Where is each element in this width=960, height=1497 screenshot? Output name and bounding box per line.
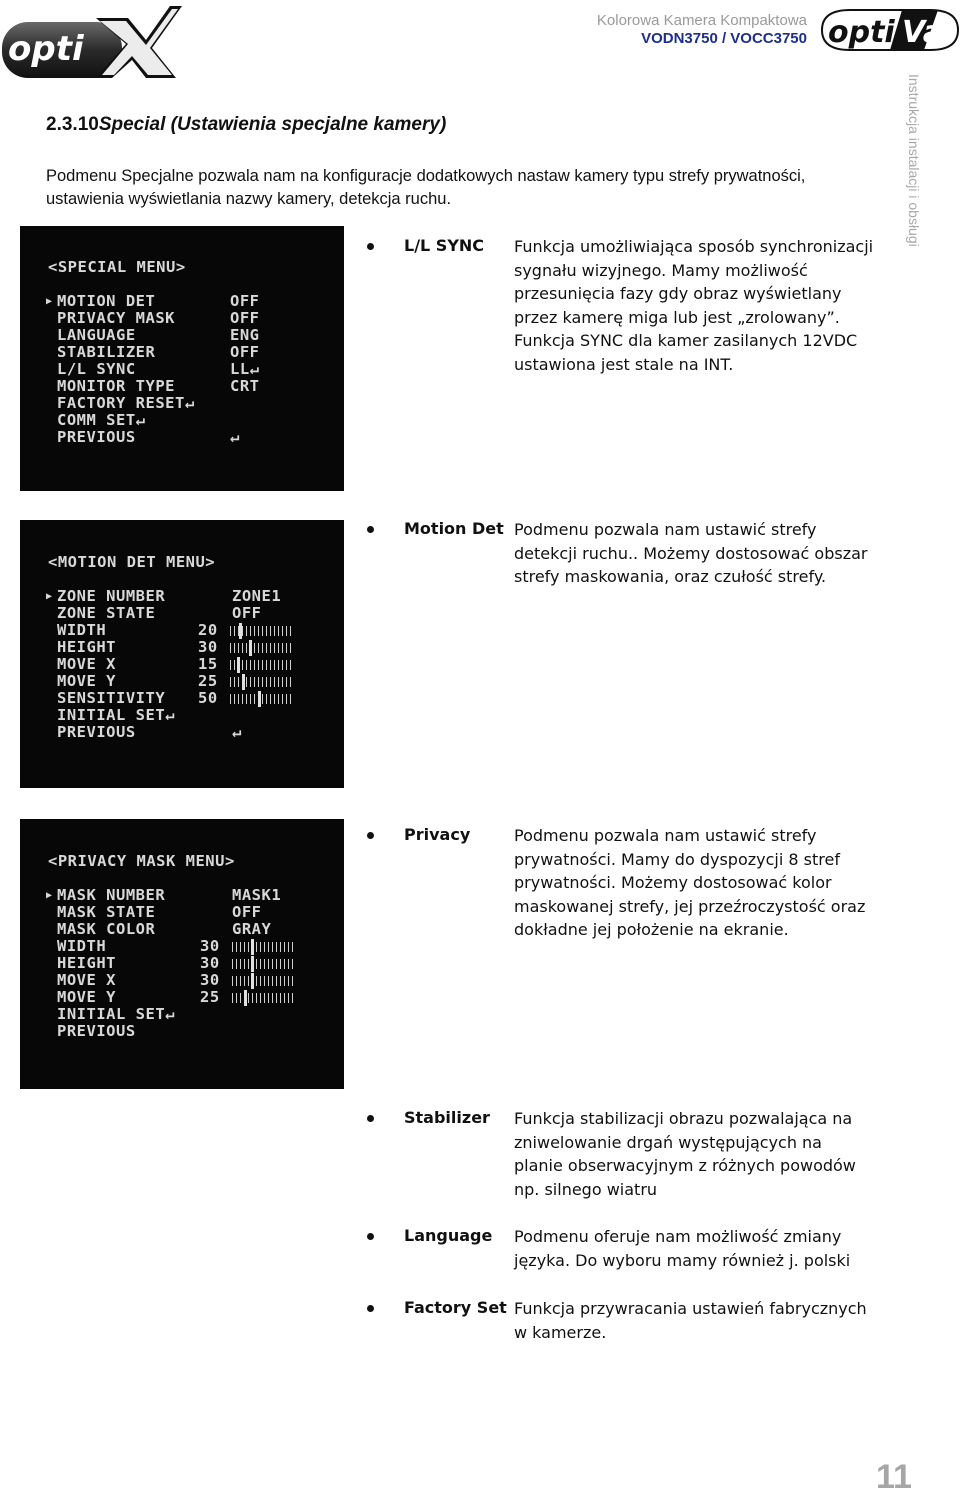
osd-item-label: HEIGHT (57, 954, 116, 972)
osd-item-label: PREVIOUS (57, 723, 136, 741)
osd-slider (232, 942, 294, 952)
osd-cursor-icon: ▶ (46, 890, 53, 901)
osd-item-number: 15 (198, 655, 218, 673)
osd-slider (230, 660, 292, 670)
bullet-description: Podmenu pozwala nam ustawić strefy prywatności. Mamy do dyspozycji 8 stref prywatności. Możemy dostosować kolor maskowanej strefy, jej przeźroczystość oraz dokładne jej położenie na ekranie. (514, 826, 866, 939)
osd-item-label: WIDTH (57, 937, 107, 955)
osd-item-label: PREVIOUS (57, 428, 136, 446)
header-model: VODN3750 / VOCC3750 (641, 30, 807, 47)
osd-item-label: MOVE Y (57, 988, 116, 1006)
osd-slider-knob (242, 674, 245, 690)
osd-item-label: MASK COLOR (57, 920, 156, 938)
osd-slider-knob (251, 956, 254, 972)
osd-item-label: MOTION DET (57, 292, 156, 310)
osd-slider-knob (251, 973, 254, 989)
osd-slider-knob (237, 657, 240, 673)
bullet-dot (367, 1305, 374, 1312)
motion-det-menu-screenshot (20, 520, 344, 788)
osd-item-number: 30 (200, 954, 220, 972)
privacy-mask-menu-screenshot (20, 819, 344, 1089)
osd-item-label: INITIAL SET↵ (57, 1005, 175, 1023)
osd-title: <SPECIAL MENU> (48, 258, 186, 276)
osd-item-label: STABILIZER (57, 343, 156, 361)
osd-item-number: 30 (200, 971, 220, 989)
osd-item-label: SENSITIVITY (57, 689, 166, 707)
osd-item-value: CRT (230, 377, 260, 395)
optix-logo (0, 4, 184, 80)
osd-item-value: OFF (230, 292, 260, 310)
osd-slider (230, 694, 292, 704)
osd-slider-knob (244, 990, 247, 1006)
osd-slider (230, 626, 292, 636)
osd-item-label: LANGUAGE (57, 326, 136, 344)
osd-item-number: 20 (198, 621, 218, 639)
osd-item-number: 25 (198, 672, 218, 690)
osd-slider (232, 959, 294, 969)
osd-item-label: WIDTH (57, 621, 107, 639)
osd-item-value: ↵ (230, 428, 240, 446)
bullet-description: Funkcja stabilizacji obrazu pozwalająca na zniwelowanie drgań występujących na planie obserwacyjnym z różnych powodów np. silnego wiatru (514, 1109, 856, 1199)
osd-title: <PRIVACY MASK MENU> (48, 852, 235, 870)
bullet-description: Podmenu oferuje nam możliwość zmiany języka. Do wyboru mamy również j. polski (514, 1227, 851, 1270)
osd-item-label: MASK STATE (57, 903, 156, 921)
page-number: 11 (876, 1458, 912, 1496)
osd-item-label: PRIVACY MASK (57, 309, 175, 327)
osd-item-value: OFF (230, 309, 260, 327)
special-menu-screenshot (20, 226, 344, 491)
osd-slider-knob (258, 691, 261, 707)
osd-slider (232, 976, 294, 986)
bullet-term: L/L SYNC (404, 236, 485, 255)
osd-item-label: MOVE X (57, 655, 116, 673)
osd-item-number: 25 (200, 988, 220, 1006)
optiva-logo-va: Va (902, 15, 944, 50)
osd-item-label: MONITOR TYPE (57, 377, 175, 395)
optix-logo-text: opti (8, 29, 84, 69)
bullet-dot (367, 1233, 374, 1240)
osd-item-label: MASK NUMBER (57, 886, 166, 904)
osd-item-value: ZONE1 (232, 587, 282, 605)
bullet-description: Funkcja umożliwiająca sposób synchronizacji sygnału wizyjnego. Mamy możliwość przesunięcia fazy gdy obraz wyświetlany przez kamerę miga lub jest „zrolowany”. Funkcja SYNC dla kamer zasilanych 12VDC ustawiona jest stale na INT. (514, 237, 874, 374)
bullet-dot (367, 1115, 374, 1122)
bullet-term: Factory Set (404, 1298, 507, 1317)
osd-slider (230, 643, 292, 653)
osd-cursor-icon: ▶ (46, 296, 53, 307)
header-product-type: Kolorowa Kamera Kompaktowa (596, 12, 807, 29)
osd-cursor-icon: ▶ (46, 591, 53, 602)
osd-item-label: MOVE X (57, 971, 116, 989)
bullet-term: Privacy (404, 825, 471, 844)
bullet-term: Motion Det (404, 519, 504, 538)
section-intro: Podmenu Specjalne pozwala nam na konfiguracje dodatkowych nastaw kamery typu strefy prywatności, ustawienia wyświetlania nazwy kamery, detekcja ruchu. (46, 167, 806, 208)
osd-item-label: COMM SET↵ (57, 411, 146, 429)
osd-item-number: 30 (200, 937, 220, 955)
section-number: 2.3.10 (46, 114, 99, 135)
osd-title: <MOTION DET MENU> (48, 553, 216, 571)
bullet-term: Stabilizer (404, 1108, 490, 1127)
osd-item-value: MASK1 (232, 886, 282, 904)
osd-item-number: 30 (198, 638, 218, 656)
osd-slider-knob (249, 640, 252, 656)
osd-item-value: LL↵ (230, 360, 260, 378)
osd-slider (230, 677, 292, 687)
osd-item-label: INITIAL SET↵ (57, 706, 175, 724)
osd-item-value: GRAY (232, 920, 272, 938)
bullet-dot (367, 832, 374, 839)
osd-item-value: OFF (230, 343, 260, 361)
osd-item-label: L/L SYNC (57, 360, 136, 378)
osd-item-label: ZONE NUMBER (57, 587, 166, 605)
section-heading (46, 114, 446, 136)
bullet-description: Podmenu pozwala nam ustawić strefy detekcji ruchu.. Możemy dostosować obszar strefy maskowania, oraz czułość strefy. (514, 520, 868, 586)
osd-item-label: MOVE Y (57, 672, 116, 690)
bullet-dot (367, 526, 374, 533)
osd-item-label: HEIGHT (57, 638, 116, 656)
section-title: Special (Ustawienia specjalne kamery) (98, 114, 447, 135)
osd-item-value: OFF (232, 604, 262, 622)
osd-item-value: OFF (232, 903, 262, 921)
osd-item-value: ↵ (232, 723, 242, 741)
osd-item-number: 50 (198, 689, 218, 707)
optiva-logo-text: opti (828, 15, 895, 50)
osd-item-label: ZONE STATE (57, 604, 156, 622)
osd-slider (232, 993, 294, 1003)
bullet-term: Language (404, 1226, 493, 1245)
bullet-description: Funkcja przywracania ustawień fabrycznych w kamerze. (514, 1299, 867, 1342)
osd-slider-knob (239, 623, 242, 639)
osd-item-value: ENG (230, 326, 260, 344)
osd-slider-knob (251, 939, 254, 955)
side-manual-title: Instrukcja instalacji i obsługi (906, 74, 922, 247)
osd-item-label: PREVIOUS (57, 1022, 136, 1040)
osd-item-label: FACTORY RESET↵ (57, 394, 195, 412)
optiva-logo (820, 6, 960, 54)
bullet-dot (367, 243, 374, 250)
